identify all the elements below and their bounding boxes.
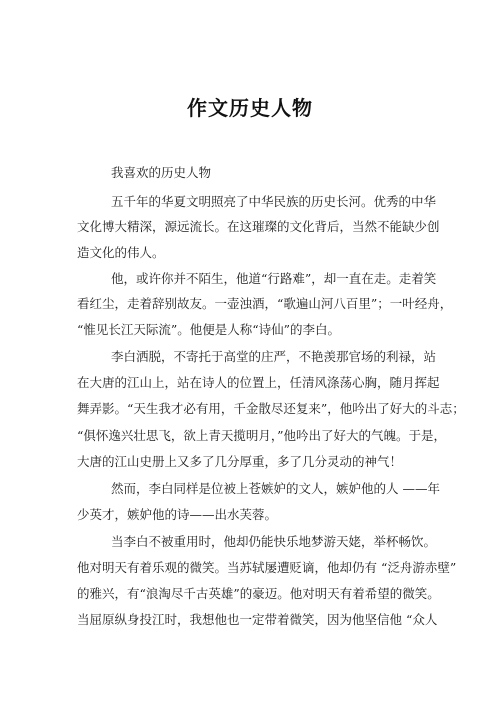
paragraph-line: 在大唐的江山上，站在诗人的位置上，任清风涤荡心胸，随月挥起: [77, 375, 440, 390]
paragraph-line: 少英才，嫉妒他的诗——出水芙蓉。: [77, 507, 278, 522]
paragraph-line: 文化博大精深，源远流长。在这璀璨的文化背后，当然不能缺少创: [77, 219, 440, 234]
paragraph-line: 当屈原纵身投江时，我想他也一定带着微笑，因为他坚信他 “众人: [77, 612, 438, 627]
paragraph-line: 李白洒脱，不寄托于高堂的庄严，不艳羡那官场的利禄，站: [111, 349, 437, 364]
paragraph-line: 他，或许你并不陌生，他道“行路难”，却一直在走。走着笑: [111, 271, 437, 286]
paragraph-line: 造文化的伟人。: [77, 245, 165, 260]
paragraph-line: 然而，李白同样是位被上苍嫉妒的文人，嫉妒他的人 ——年: [111, 481, 440, 496]
paragraph-line: 五千年的华夏文明照亮了中华民族的历史长河。优秀的中华: [111, 194, 437, 209]
paragraph-line: 看红尘，走着辞别故友。一壶浊酒，“歌遍山河八百里”；一叶经舟，: [77, 296, 453, 311]
paragraph-line: 舞弄影。“天生我才必有用，千金散尽还复来”，他吟出了好大的斗志；: [77, 401, 465, 416]
paragraph-line: “惟见长江天际流”。他便是人称“诗仙”的李白。: [77, 322, 341, 337]
paragraph-line: 大唐的江山史册上又多了几分厚重，多了几分灵动的神气！: [77, 454, 403, 469]
document-title: 作文历史人物: [187, 96, 313, 120]
paragraph-line: 我喜欢的历史人物: [111, 165, 212, 180]
paragraph-line: 的雅兴，有“浪淘尽千古英雄”的豪迈。他对明天有着希望的微笑。: [77, 586, 440, 601]
paragraph-line: 他对明天有着乐观的微笑。当苏轼屡遭贬谪，他却仍有 “泛舟游赤壁”: [77, 560, 457, 575]
paragraph-line: “俱怀逸兴壮思飞，欲上青天揽明月，”他吟出了好大的气魄。于是，: [77, 428, 447, 443]
paragraph-line: 当李白不被重用时，他却仍能快乐地梦游天姥，举杯畅饮。: [111, 534, 437, 549]
